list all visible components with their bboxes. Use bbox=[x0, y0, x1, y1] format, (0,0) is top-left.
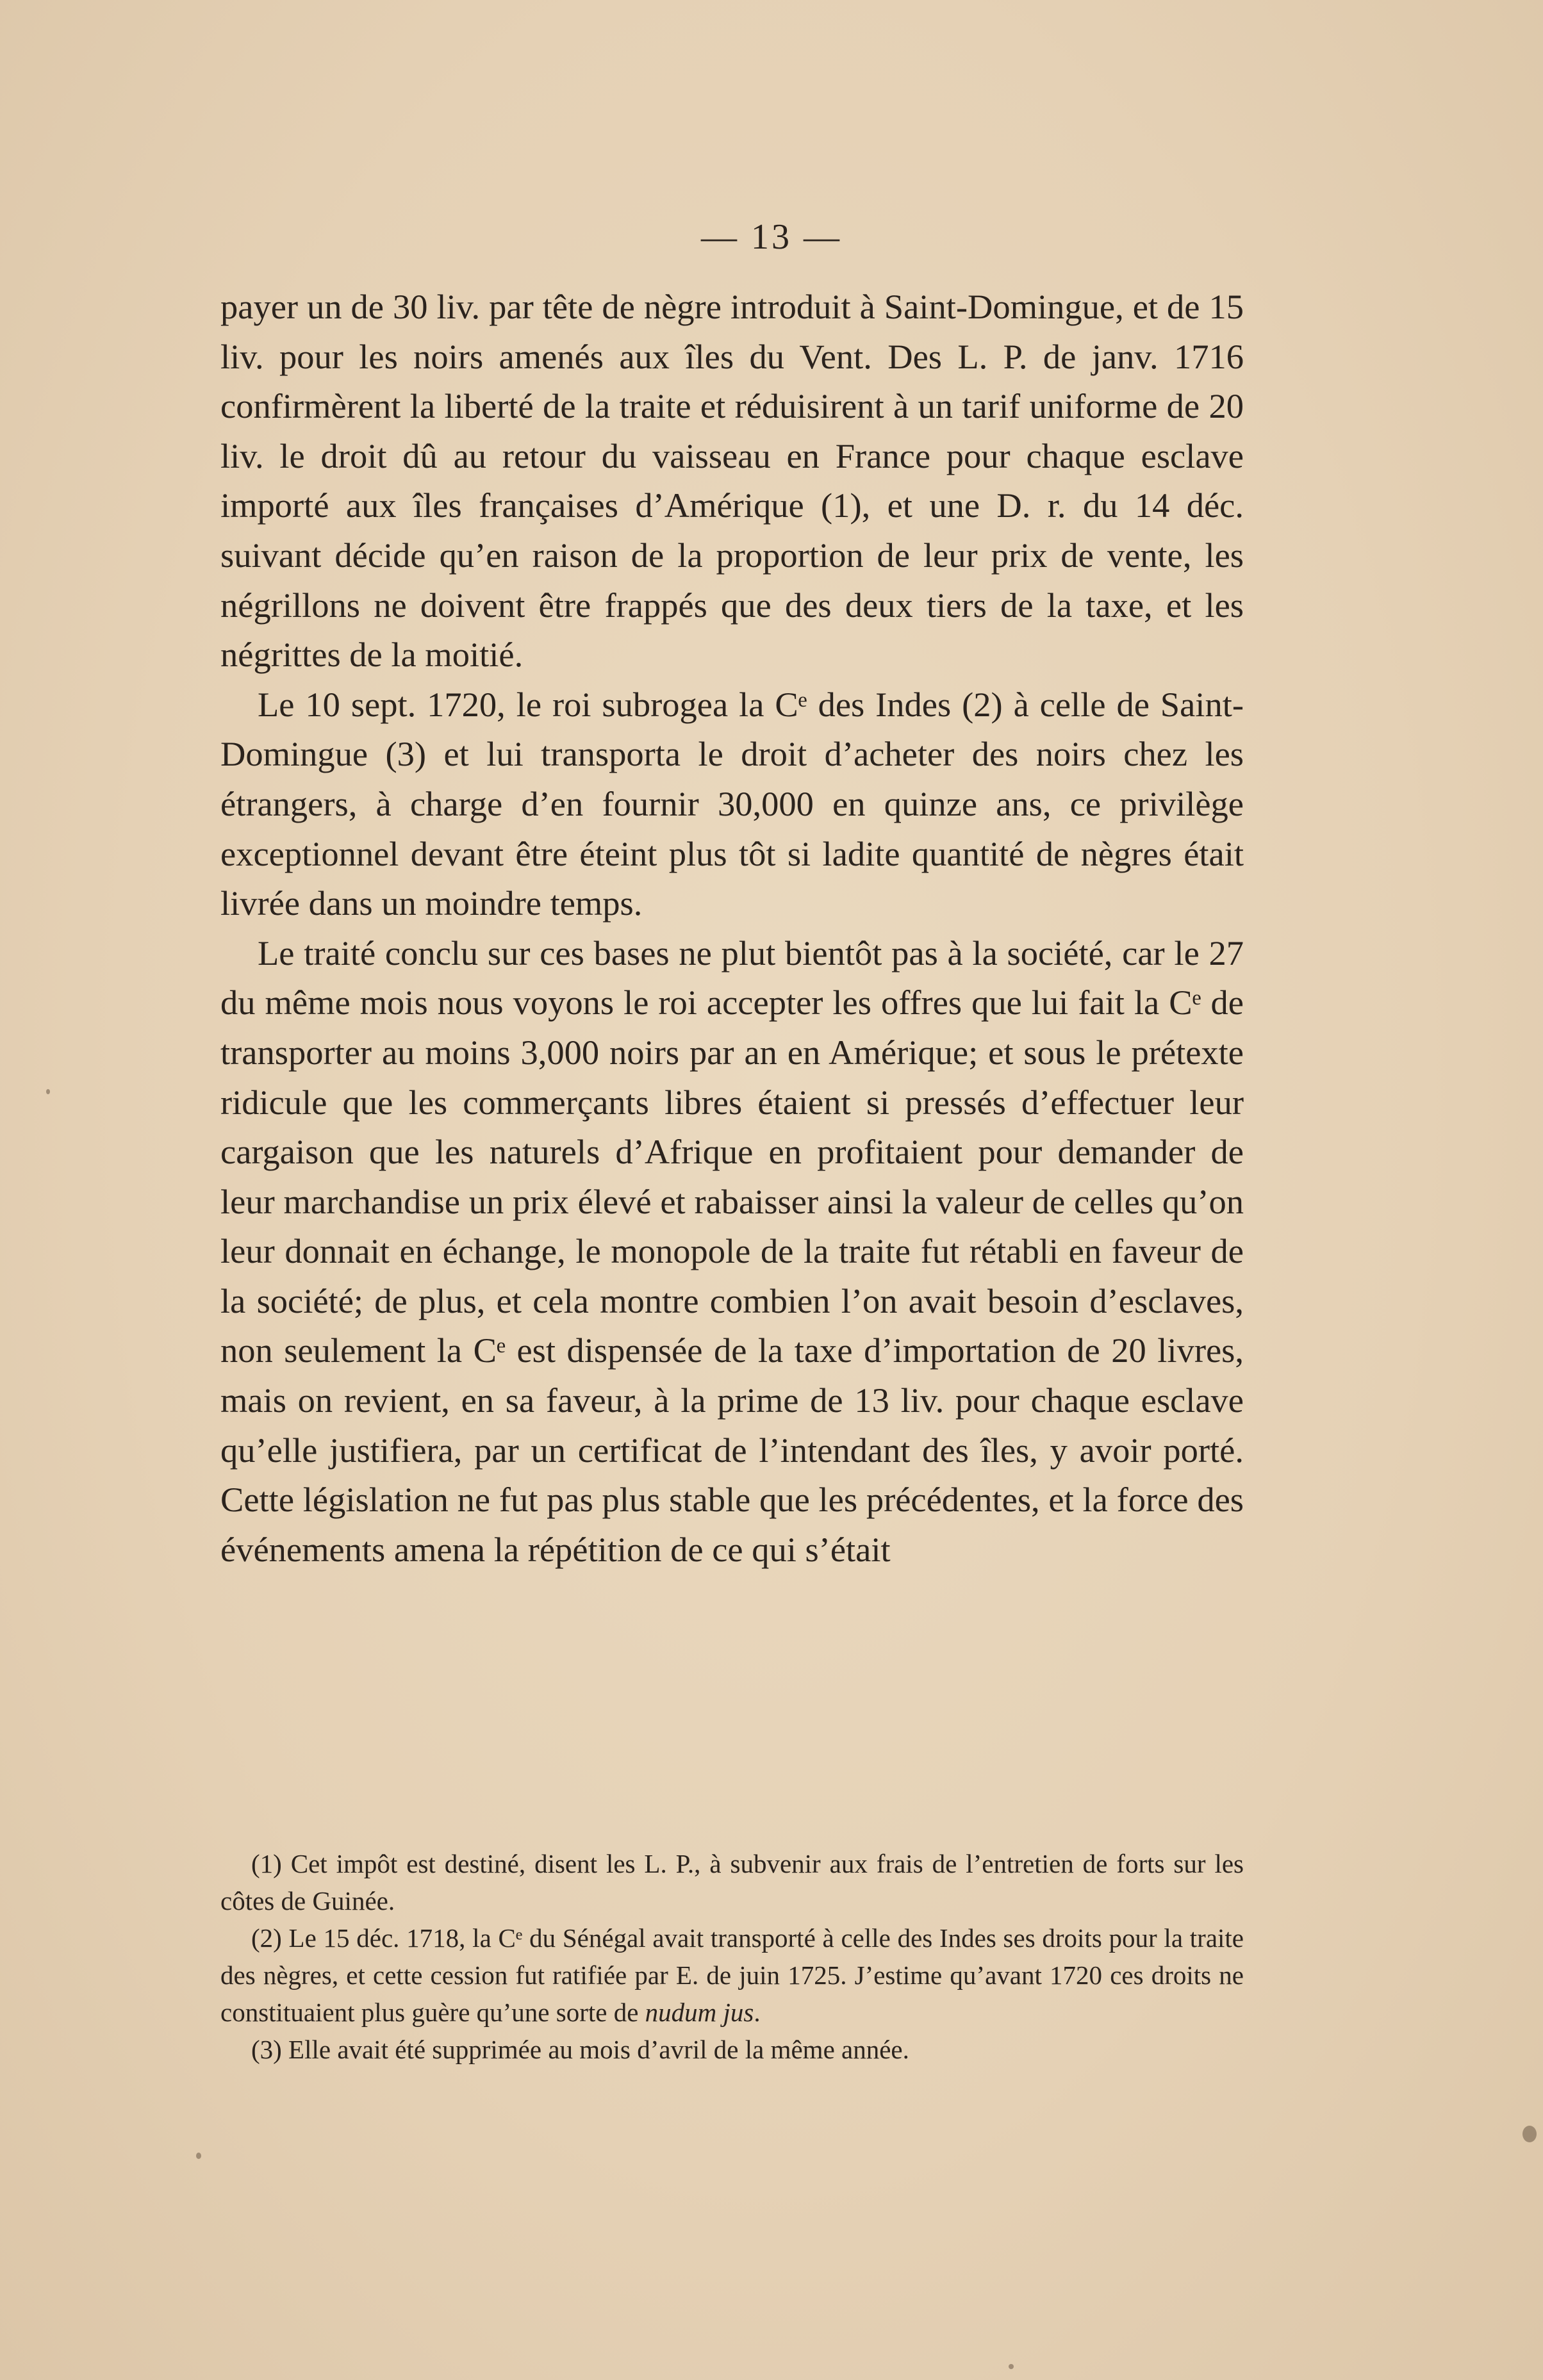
page-number: — 13 — bbox=[701, 217, 842, 257]
footnote-2-text: (2) Le 15 déc. 1718, la Cᵉ du Sénégal avait transporté à celle des Indes ses droits pour la traite des nègres, et cette cession fut ratifiée par E. de juin 1725. J’estime qu’avant 1720 ces droits ne constituaient plus guère qu’une sorte de bbox=[220, 1923, 1244, 2027]
footnote-3: (3) Elle avait été supprimée au mois d’avril de la même année. bbox=[251, 2035, 909, 2064]
footnote-1: (1) Cet impôt est destiné, disent les L. P., à subvenir aux frais de l’entretien de forts sur les côtes de Guinée. bbox=[220, 1849, 1244, 1916]
paper-speck bbox=[1009, 2364, 1014, 2369]
paragraph-2: Le 10 sept. 1720, le roi subrogea la Cᵉ des Indes (2) à celle de Saint-Domingue (3) et lui transporta le droit d’acheter des noirs chez les étrangers, à charge d’en fournir 30,000 en quinze ans, ce privilège exceptionnel devant être éteint plus tôt si ladite quantité de nègres était livrée dans un moindre temps. bbox=[220, 684, 1244, 923]
paper-speck bbox=[46, 1089, 50, 1094]
paper-speck bbox=[1522, 2126, 1537, 2142]
footnote-2-end: . bbox=[754, 1998, 761, 2027]
footnote-2 bbox=[220, 1919, 1244, 2031]
paragraph-1: payer un de 30 liv. par tête de nègre introduit à Saint-Domingue, et de 15 liv. pour les noirs amenés aux îles du Vent. Des L. P. de janv. 1716 confirmèrent la liberté de la traite et réduisirent à un tarif uniforme de 20 liv. le droit dû au retour du vaisseau en France pour chaque esclave importé aux îles françaises d’Amérique (1), et une D. r. du 14 déc. suivant décide qu’en raison de la proportion de leur prix de vente, les négrillons ne doivent être frappés que des deux tiers de la taxe, et les négrittes de la moitié. bbox=[220, 287, 1244, 675]
paragraph-3: Le traité conclu sur ces bases ne plut bientôt pas à la société, car le 27 du même mois nous voyons le roi accepter les offres que lui fait la Cᵉ de transporter au moins 3,000 noirs par an en Amérique; et sous le prétexte ridicule que les commerçants libres étaient si pressés d’effectuer leur cargaison que les naturels d’Afrique en profitaient pour demander de leur marchandise un prix élevé et rabaisser ainsi la valeur de celles qu’on leur donnait en échange, le monopole de la traite fut rétabli en faveur de la société; de plus, et cela montre combien l’on avait besoin d’esclaves, non seulement la Cᵉ est dispensée de la taxe d’importation de 20 livres, mais on revient, en sa faveur, à la prime de 13 liv. pour chaque esclave qu’elle justifiera, par un certificat de l’intendant des îles, y avoir porté. Cette législation ne fut pas plus stable que les précédentes, et la force des événements amena la répétition de ce qui s’était bbox=[220, 933, 1244, 1569]
footnote-2-italic: nudum jus bbox=[645, 1998, 754, 2027]
paper-speck bbox=[196, 2153, 201, 2159]
footnotes bbox=[220, 1845, 1244, 2068]
body-text bbox=[220, 282, 1244, 1574]
